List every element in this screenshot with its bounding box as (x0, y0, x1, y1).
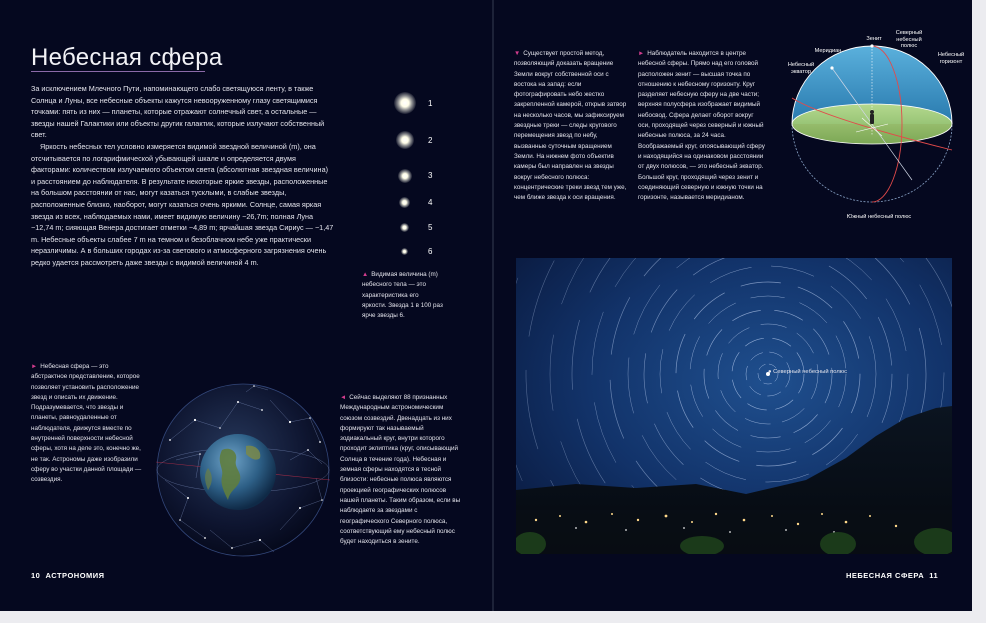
star-mag-5-icon (400, 223, 409, 232)
label-celestial-horizon: Небесный горизонт (937, 52, 965, 65)
label-meridian: Меридиан (814, 48, 842, 54)
magnitude-caption: ▲ Видимая величина (m) небесного тела — это характеристика его яркости. Звезда 1 в 100 раз ярче звезды 6. (362, 271, 443, 320)
page-title: Небесная сфера (31, 44, 223, 71)
star-mag-4-icon (399, 197, 410, 208)
left-running-head: АСТРОНОМИЯ (45, 571, 105, 580)
label-celestial-equator: Небесный экватор (787, 62, 815, 75)
label-south-celestial-pole: Южный небесный полюс (846, 214, 912, 220)
magnitude-label-4: 4 (428, 198, 433, 207)
right-page (494, 0, 972, 611)
celestial-sphere-diagram (784, 28, 970, 228)
left-page (0, 0, 492, 611)
body-paragraph-1: За исключением Млечного Пути, напоминающего слабо светящуюся ленту, в также Солнца и Луны, все небесные объекты кажутся невооруженному глазу светящимися точками: пять из них — планеты, которые отражают солнечный свет, а остальные — звезды нашей Галактики или объекты другик галактик, которые излучают собственный свет. (31, 84, 325, 140)
celestial-sphere-illustration (150, 380, 336, 560)
label-zenith: Зенит (866, 36, 882, 42)
star-mag-6-icon (401, 248, 408, 255)
star-mag-3-icon (398, 169, 412, 183)
title-underline (31, 71, 205, 72)
magnitude-scale (392, 90, 452, 270)
caption-marker-icon: ▼ (514, 50, 521, 57)
sphere-caption: ► Небесная сфера — это абстрактное представление, которое позволяет установить расположение звезд и описать их движение. Подразумевается, что звезды и планеты, равноудаленные от наблюдателя, движутся вместе по внутренней поверхности небесной сферы, хотя на деле это, конечно же, не так. Астрономы даже изобразили сферу во участки данной площади — созвездия. (31, 363, 142, 484)
caption-marker-icon: ▲ (362, 271, 369, 278)
observer-caption: ► Наблюдатель находится в центре небесной сферы. Прямо над его головой расположен зенит — высшая точка по отношению к небесному горизонту. Круг разделяет небесную сферу на две части; верхняя полусфера изображает видимый небосвод. Сфера делает оборот вокруг оси, проходящей через северный и южный небесные полюса, за 24 часа. Воображаемый круг, опоясывающий сферу и находящийся на одинаковом расстоянии от двух полюсов, — это небесный экватор. Большой круг, проходящий через зенит и соединяющий северную и южную точки на горизонте, называется меридианом. (638, 50, 765, 202)
pole-marker-icon: ● (768, 369, 774, 375)
star-mag-2-icon (396, 131, 414, 149)
star-trails-photo (516, 258, 952, 554)
constellations-caption: ◄ Сейчас выделяют 88 признанных Международным астрономическим союзом созвездий. Двенадцать из них формируют так называемый зодиакальный круг, внутри которого проходит эклиптика (круг, описывающий Солнца в течение года). Небесная и земная сферы находятся в тесной близости: небесные полюса являются проекцией географических полюсов нашей планеты. Таким образом, если вы наблюдаете за звездами с географического Северного полюса, соответствующий ему небесный полюс будет находиться в зените. (340, 394, 461, 546)
magnitude-label-5: 5 (428, 223, 433, 232)
body-paragraph-2: Яркость небесных тел условно измеряется видимой звездной величиной (m), она отсчитывается по логарифмической убывающей шкале и определяется двумя факторами: количеством излучаемого объектом света (абсолютная звездная величина) и расстоянием до наблюдателя. В результате некоторые яркие звезды, расположенные на большом расстоянии от нас, могут казаться тусклыми, в слабые звезды, расположенные близко, наоборот, могут казаться очень яркими. Солнце, самая яркая звезда из всех, наблюдаемых нами, имеет видимую величину −26,7m; полная Луна −12,74 m; сияющая Венера достигает отметки −4,89 m; ярчайшая звезда Сириус — −1,47 m. Небесные объекты слабее 7 m на темном и безоблачном небе уже практически неразличимы. А в больших городах из-за светового и атмосферного загрязнения очень редко удается рассмотреть даже звезды с видимой величиной 4 m. (31, 141, 334, 267)
magnitude-label-1: 1 (428, 99, 433, 108)
page-bottom-edge (0, 611, 986, 623)
right-running-head: НЕБЕСНАЯ СФЕРА (846, 571, 925, 580)
magnitude-label-3: 3 (428, 171, 433, 180)
caption-marker-icon: ► (31, 363, 38, 370)
left-folio (31, 571, 105, 580)
star-trails-caption: ▼ Существует простой метод, позволяющий доказать вращение Земли вокруг собственной оси с востока на запад: если фотографировать небо жестко закрепленной камерой, открыв затвор на несколько часов, мы зафиксируем звездные треки — следы кругового перемещения звезд по небу, вызванные суточным вращением Земли. На нижнем фото объектив камеры был направлен на звезды вокруг небесного полюса: концентрические треки звезд тем уже, чем ближе звезда к оси вращения. (514, 50, 627, 202)
page-edge (972, 0, 986, 623)
north-celestial-pole-label: ● Северный небесный полюс (768, 369, 848, 375)
star-mag-1-icon (394, 92, 416, 114)
right-page-number: 11 (929, 571, 939, 580)
caption-marker-icon: ◄ (340, 394, 347, 401)
left-page-number: 10 (31, 571, 41, 580)
right-folio (846, 571, 938, 580)
star-trails-photo-svg (516, 258, 952, 554)
magnitude-label-2: 2 (428, 136, 433, 145)
magnitude-label-6: 6 (428, 247, 433, 256)
body-text (31, 83, 334, 269)
caption-marker-icon: ► (638, 50, 645, 57)
label-north-celestial-pole: Северный небесный полюс (895, 30, 923, 50)
